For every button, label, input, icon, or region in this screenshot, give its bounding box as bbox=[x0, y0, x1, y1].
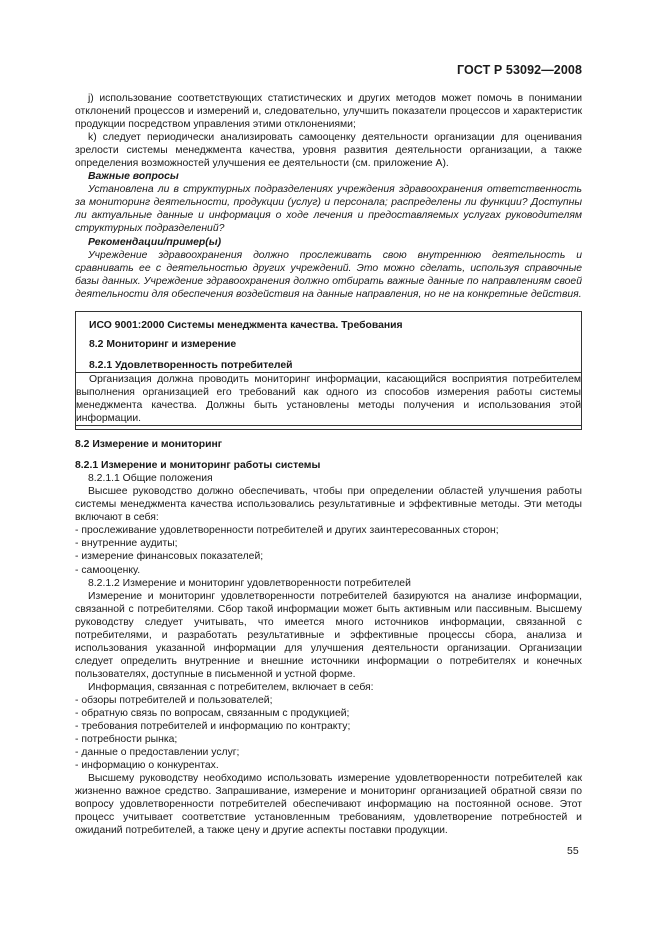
list-item: - обзоры потребителей и пользователей; bbox=[75, 694, 273, 706]
paragraph-satisfaction: Измерение и мониторинг удовлетворенности потребителей базируются на анализе информации, связанной с потребителями. Сбор такой информации может быть активным или пассивным. Высшему руководству следует учитывать, что имеется много источников информации, связанной с потребителями, и разработать результативные и эффективные процессы сбора, анализа и использования указанной информации для улучшения деятельности организации. Организации следует определить внутренние и внешние источники информации о потребителях и конечных пользователях, доступные в письменной и устной форме. bbox=[75, 590, 582, 680]
iso-quote-text: Организация должна проводить мониторинг информации, касающийся восприятия потребителем выполнения организацией его требований как одного из способов измерения работы системы менеджмента качества. Должны быть установлены методы получения и использования этой информации. bbox=[76, 373, 581, 425]
iso-quote-requirement-frame bbox=[76, 372, 581, 426]
list-item: - самооценку. bbox=[75, 564, 141, 576]
iso-quote-title: ИСО 9001:2000 Системы менеджмента качества. Требования bbox=[89, 319, 403, 331]
page-number: 55 bbox=[567, 845, 579, 857]
main-subsection-heading: 8.2.1 Измерение и мониторинг работы системы bbox=[75, 460, 321, 472]
page-body bbox=[75, 92, 582, 837]
list-item: - измерение финансовых показателей; bbox=[75, 551, 264, 563]
iso-quote-section: 8.2 Мониторинг и измерение bbox=[89, 338, 237, 350]
recommendations-text: Учреждение здравоохранения должно прослеживать свою внутреннюю деятельность и сравнивать ее с деятельностью других учреждений. Это можно сделать, используя справочные базы данных. Учреждение здравоохранения должно отбирать важные данные по направлениям своей деятельности для обеспечения воздействия на данные направления, но не на конкретные действия. bbox=[75, 249, 582, 300]
iso-quote-subsection: 8.2.1 Удовлетворенность потребителей bbox=[89, 359, 293, 371]
paragraph-customer-info: Информация, связанная с потребителем, включает в себя: bbox=[88, 681, 374, 693]
list-item: - обратную связь по вопросам, связанным с продукцией; bbox=[75, 708, 350, 720]
list-item: - внутренние аудиты; bbox=[75, 538, 178, 550]
list-item: - потребности рынка; bbox=[75, 734, 178, 746]
important-questions-heading: Важные вопросы bbox=[88, 171, 179, 183]
document-code-header: ГОСТ Р 53092—2008 bbox=[456, 63, 582, 77]
clause-8212-heading: 8.2.1.2 Измерение и мониторинг удовлетворенности потребителей bbox=[88, 577, 411, 589]
list-item: - прослеживание удовлетворенности потребителей и других заинтересованных сторон; bbox=[75, 525, 499, 537]
important-questions-text: Установлена ли в структурных подразделениях учреждения здравоохранения ответственность за мониторинг деятельности, продукции (услуг) и персонала; распределены ли функции? Доступны ли актуальные данные и информация о ходе лечения и предоставляемых услугах руководителям структурных подразделений? bbox=[75, 184, 582, 235]
clause-8211-heading: 8.2.1.1 Общие положения bbox=[88, 473, 213, 485]
recommendations-heading: Рекомендации/пример(ы) bbox=[88, 236, 222, 248]
iso-quote-box bbox=[75, 311, 582, 430]
paragraph-methods: Высшее руководство должно обеспечивать, чтобы при определении областей улучшения работы системы менеджмента качества использовались результативные и эффективные методы. Эти методы включают в себя: bbox=[75, 486, 582, 524]
list-item-j: j) использование соответствующих статистических и других методов может помочь в понимании отклонений процессов и измерений и, следовательно, улучшить показатели процессов и характеристик продукции посредством управления этими отклонениями; bbox=[75, 93, 582, 131]
paragraph-top-management: Высшему руководству необходимо использовать измерение удовлетворенности потребителей как жизненно важное средство. Запрашивание, измерение и мониторинг организацией обратной связи по вопросу удовлетворенности потребителей обеспечивают информацию на постоянной основе. Этот процесс учитывает соответствие установленным требованиям, удовлетворение потребностей и ожиданий потребителей, а также цену и другие аспекты поставки продукции. bbox=[75, 773, 582, 837]
list-item-k: k) следует периодически анализировать самооценку деятельности организации для оценивания зрелости системы менеджмента качества, уровня развития деятельности организации, а также определения возможностей улучшения ее деятельности (см. приложение А). bbox=[75, 132, 582, 170]
list-item: - информацию о конкурентах. bbox=[75, 760, 219, 772]
main-section-heading: 8.2 Измерение и мониторинг bbox=[75, 439, 223, 451]
list-item: - требования потребителей и информацию по контракту; bbox=[75, 721, 351, 733]
list-item: - данные о предоставлении услуг; bbox=[75, 747, 240, 759]
